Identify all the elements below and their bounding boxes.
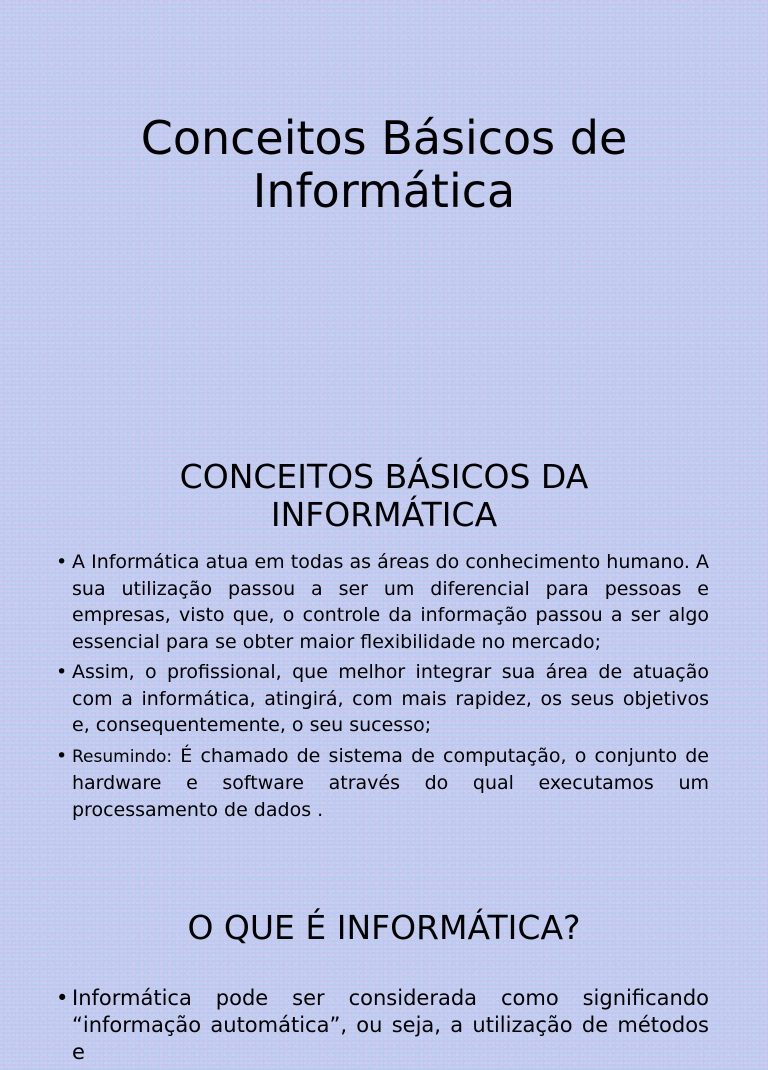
slide-title-line-2: Informática [252,164,516,218]
slide-heading-line-2: INFORMÁTICA [270,495,498,534]
slide-heading-line-1: CONCEITOS BÁSICOS DA [179,457,589,496]
bullet-dot-icon: • [56,744,68,767]
bullet-text: A Informática atua em todas as áreas do conhecimento humano. A sua utilização passou a ser um diferencial para pessoas e empresas, visto que, o controle da informação passou a ser algo essencial para se obter maior flexibilidade no mercado; [72,551,709,653]
bullet-list [56,549,709,827]
bullet-item [56,549,709,655]
bullet-prefix: Resumindo: [72,746,173,767]
bullet-text: Assim, o profissional, que melhor integrar sua área de atuação com a informática, atingirá, com mais rapidez, os seus objetivos e, consequentemente, o seu sucesso; [72,661,709,736]
slide-title [0,112,768,218]
slide-heading: O QUE É INFORMÁTICA? [187,908,581,947]
bullet-text: É chamado de sistema de computação, o conjunto de hardware e software através do qual executamos um processamento de dados . [72,744,709,821]
bullet-dot-icon: • [56,551,68,573]
slide-heading [0,458,768,534]
bullet-dot-icon: • [56,661,68,683]
bullet-item [56,743,709,824]
bullet-item [56,659,709,739]
bullet-list [56,985,709,1070]
bullet-text: Informática pode ser considerada como significando “informação automática”, ou seja, a utilização de métodos e [72,986,709,1064]
bullet-dot-icon: • [56,986,69,1010]
bullet-item [56,985,709,1066]
slide-title-line-1: Conceitos Básicos de [140,111,628,165]
